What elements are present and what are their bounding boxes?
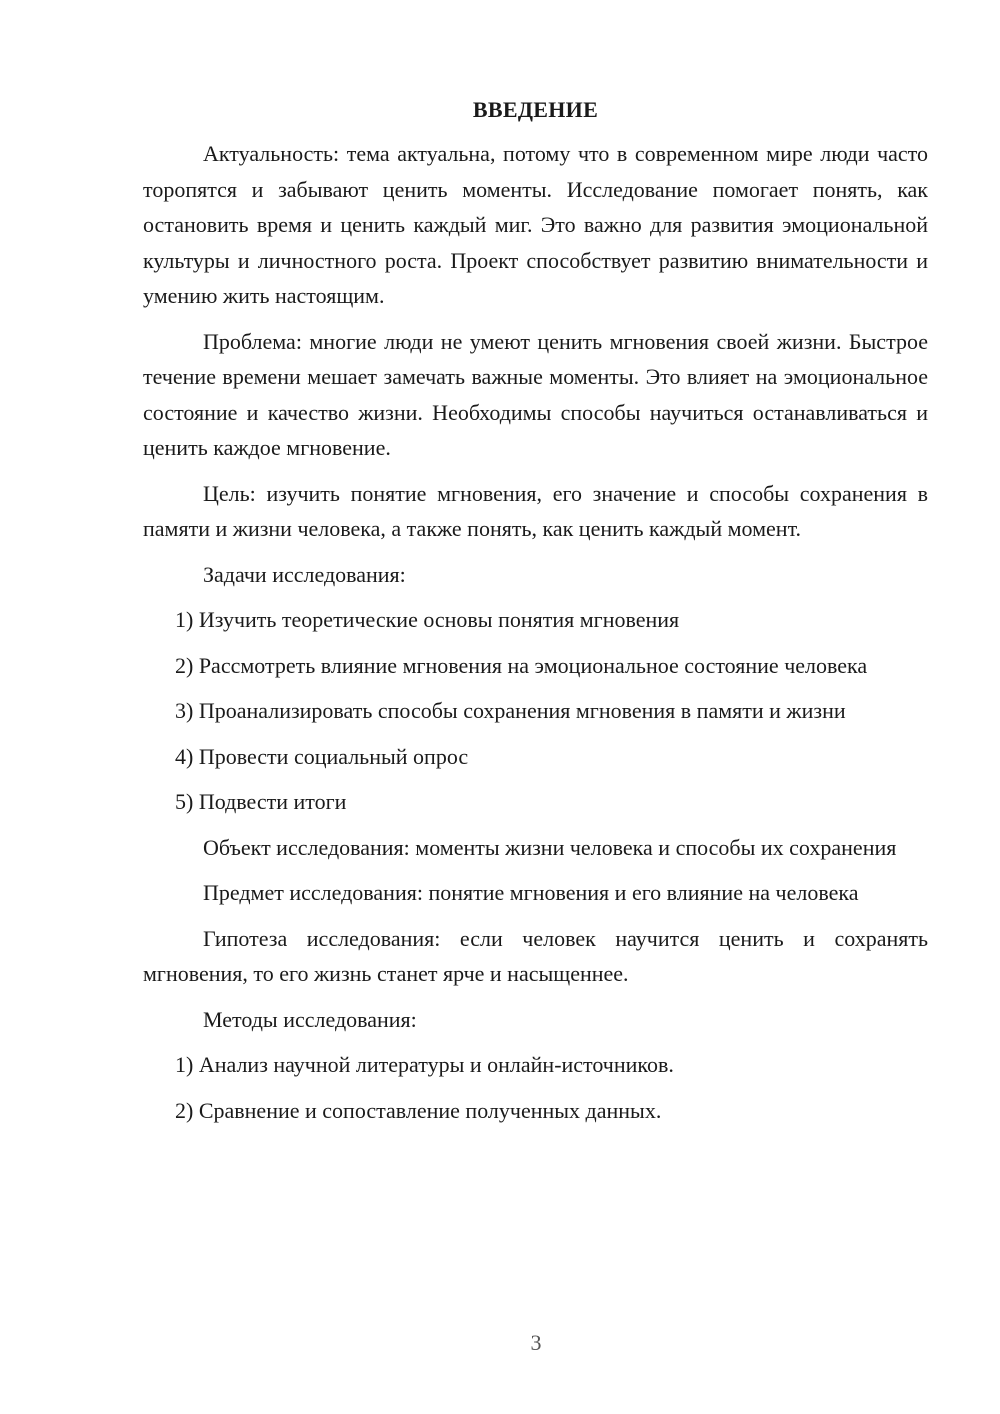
document-page bbox=[143, 92, 928, 1138]
task-item: 1) Изучить теоретические основы понятия мгновения bbox=[175, 607, 680, 632]
method-item: 1) Анализ научной литературы и онлайн-источников. bbox=[175, 1052, 674, 1077]
task-item: 2) Рассмотреть влияние мгновения на эмоциональное состояние человека bbox=[175, 652, 868, 678]
task-item: 3) Проанализировать способы сохранения мгновения в памяти и жизни bbox=[175, 698, 846, 723]
task-item: 5) Подвести итоги bbox=[175, 789, 347, 814]
task-item: 4) Провести социальный опрос bbox=[175, 743, 469, 769]
methods-heading: Методы исследования: bbox=[203, 1006, 417, 1032]
subject-paragraph: Предмет исследования: понятие мгновения и его влияние на человека bbox=[203, 880, 859, 905]
method-item: 2) Сравнение и сопоставление полученных данных. bbox=[175, 1097, 662, 1123]
page-number: 3 bbox=[530, 1330, 542, 1355]
problem-paragraph: Проблема: многие люди не умеют ценить мгновения своей жизни. Быстрое течение времени мешает замечать важные моменты. Это влияет на эмоциональное состояние и качество жизни. Необходимы способы научиться останавливаться и ценить каждое мгновение. bbox=[143, 328, 928, 460]
hypothesis-paragraph: Гипотеза исследования: если человек научится ценить и сохранять мгновения, то его жизнь станет ярче и насыщеннее. bbox=[143, 925, 928, 986]
relevance-paragraph: Актуальность: тема актуальна, потому что в современном мире люди часто торопятся и забывают ценить моменты. Исследование помогает понять, как остановить время и ценить каждый миг. Это важно для развития эмоциональной культуры и личностного роста. Проект способствует развитию внимательности и умению жить настоящим. bbox=[143, 141, 928, 308]
section-title: ВВЕДЕНИЕ bbox=[472, 97, 599, 122]
tasks-heading: Задачи исследования: bbox=[203, 561, 406, 587]
object-paragraph: Объект исследования: моменты жизни человека и способы их сохранения bbox=[203, 834, 897, 860]
goal-paragraph: Цель: изучить понятие мгновения, его значение и способы сохранения в памяти и жизни человека, а также понять, как ценить каждый момент. bbox=[143, 480, 928, 541]
